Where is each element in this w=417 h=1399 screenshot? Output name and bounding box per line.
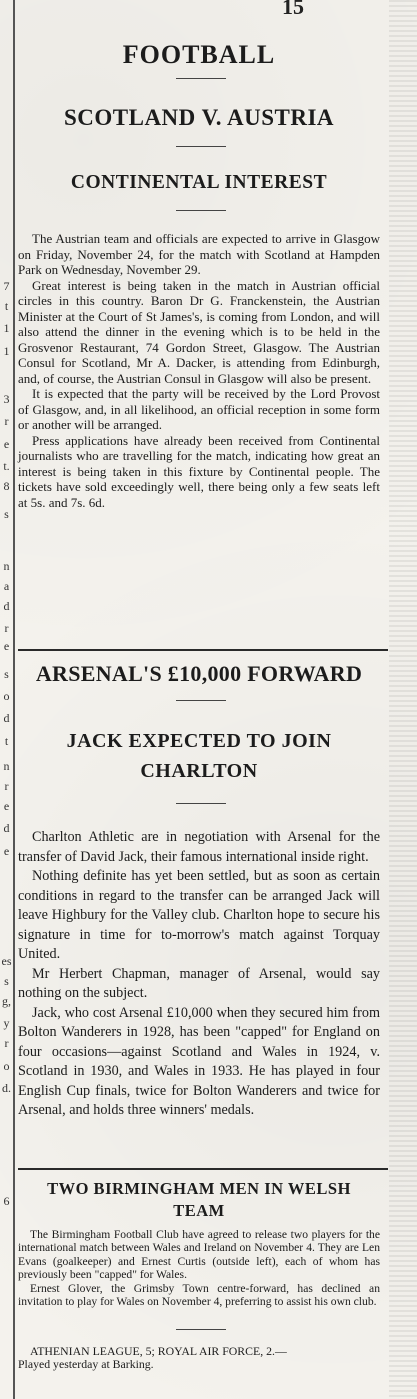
paragraph: Ernest Glover, the Grimsby Town centre-forward, has declined an invitation to play for Wales on November 4, preferring to assist his own club. — [18, 1281, 380, 1309]
paragraph: Charlton Athletic are in negotiation with Arsenal for the transfer of David Jack, their famous international inside right. — [18, 829, 380, 865]
article-body-scotland-austria — [18, 231, 380, 510]
margin-fragment: r — [4, 1036, 9, 1050]
margin-fragment: d — [3, 711, 10, 725]
margin-fragment: d — [3, 599, 10, 613]
headline-line: TWO BIRMINGHAM MEN IN WELSH — [47, 1179, 351, 1198]
margin-fragment: n — [3, 559, 10, 573]
paragraph: It is expected that the party will be received by the Lord Provost of Glasgow, and, in all likelihood, an official reception in some form or another will be arranged. — [18, 386, 380, 432]
paragraph: Nothing definite has yet been settled, but as soon as certain conditions in regard to the transfer can be arranged Jack will leave Highbury for the Valley club. Charlton hope to secure his signature in time for to-morrow's match against Torquay United. — [18, 868, 380, 962]
article-subheadline-continental: CONTINENTAL INTEREST — [70, 172, 328, 193]
margin-fragment: y — [3, 1016, 10, 1030]
margin-fragment: n — [3, 759, 10, 773]
headline-divider — [176, 700, 226, 701]
margin-fragment: a — [3, 579, 10, 593]
margin-fragment: 7 — [3, 279, 10, 293]
margin-fragment: s — [4, 974, 9, 988]
margin-fragment: s — [4, 667, 9, 681]
margin-fragment: e — [3, 844, 10, 858]
subheadline-divider — [176, 803, 226, 804]
paragraph: Great interest is being taken in the match in Austrian official circles in this country. Baron Dr G. Franckenstein, the Austrian Minister at the Court of St James's, is coming from London, and will also attend the dinner in the evening which is to be held in the Grosvenor Restaurant, 74 Gordon Street, Glasgow. The Austrian Consul for Scotland, Mr A. Dacker, is attending from Edinburgh, and, of course, the Austrian Consul in Glasgow will also be present. — [18, 277, 380, 386]
result-divider — [176, 1329, 226, 1330]
margin-fragment: d. — [2, 1081, 11, 1095]
paragraph: The Austrian team and officials are expected to arrive in Glasgow on Friday, November 24, for the match with Scotland at Hampden Park on Wednesday, November 29. — [18, 231, 380, 277]
headline-divider — [176, 146, 226, 147]
heading-divider — [176, 78, 226, 79]
paragraph: Jack, who cost Arsenal £10,000 when they secured him from Bolton Wanderers in 1928, has been "capped" for England on four occasions—against Scotland and Wales in 1924, v. Scotland in 1930, and Wales in 1933. He has played in four English Cup finals, twice for Bolton Wanderers and twice for Arsenal, and holds three winners' medals. — [18, 1004, 380, 1118]
page-number: 15 — [282, 0, 304, 19]
subheadline-line: JACK EXPECTED TO JOIN — [66, 730, 332, 752]
margin-fragment: r — [4, 621, 9, 635]
column-rule-left — [13, 0, 15, 1399]
margin-fragment: t — [4, 734, 9, 748]
article-subheadline-jack — [18, 726, 380, 786]
article-headline-scotland-austria: SCOTLAND V. AUSTRIA — [63, 105, 335, 130]
margin-fragment: e — [3, 799, 10, 813]
subheadline-divider — [176, 210, 226, 211]
margin-fragment: 3 — [3, 392, 10, 406]
article-headline-birmingham — [18, 1178, 380, 1222]
result-line: Played yesterday at Barking. — [18, 1357, 154, 1372]
margin-fragment: 8 — [3, 479, 10, 493]
margin-fragment: es — [1, 954, 12, 968]
section-rule — [18, 1168, 388, 1170]
section-rule — [18, 649, 388, 651]
article-headline-arsenal: ARSENAL'S £10,000 FORWARD — [35, 661, 363, 686]
section-heading-football: FOOTBALL — [122, 40, 276, 69]
paragraph: Press applications have already been received from Continental journalists who are travelling for the match, indicating how great an interest is being taken in this fixture by Continental people. The tickets have sold exceedingly well, there being only a few seats left at 5s. and 7s. 6d. — [18, 432, 380, 510]
margin-fragment: d — [3, 821, 10, 835]
margin-fragment: e — [3, 639, 10, 653]
margin-fragment: o — [3, 1059, 10, 1073]
margin-fragment: 1 — [3, 344, 10, 358]
margin-fragment: t — [4, 299, 9, 313]
margin-fragment: g, — [2, 994, 11, 1008]
article-body-arsenal — [18, 828, 380, 1121]
margin-fragment: s — [4, 507, 9, 521]
margin-fragment: r — [4, 779, 9, 793]
match-result-athenian — [18, 1345, 380, 1372]
article-body-birmingham — [18, 1228, 380, 1308]
margin-fragment: e — [3, 437, 10, 451]
margin-fragment: 1 — [3, 321, 10, 335]
margin-fragment: o — [3, 689, 10, 703]
subheadline-line: CHARLTON — [140, 760, 258, 782]
adjacent-column-edge — [389, 0, 417, 1399]
margin-fragment: r — [4, 414, 9, 428]
paragraph: The Birmingham Football Club have agreed to release two players for the international match between Wales and Ireland on November 4. They are Len Evans (goalkeeper) and Ernest Curtis (outside left), each of whom has previously been "capped" for Wales. — [18, 1228, 380, 1282]
paragraph: Mr Herbert Chapman, manager of Arsenal, would say nothing on the subject. — [18, 965, 380, 1001]
margin-fragment: 6 — [3, 1194, 10, 1208]
margin-fragment: t. — [3, 459, 10, 473]
result-line: ATHENIAN LEAGUE, 5; ROYAL AIR FORCE, 2.— — [30, 1344, 287, 1358]
headline-line: TEAM — [173, 1201, 225, 1220]
